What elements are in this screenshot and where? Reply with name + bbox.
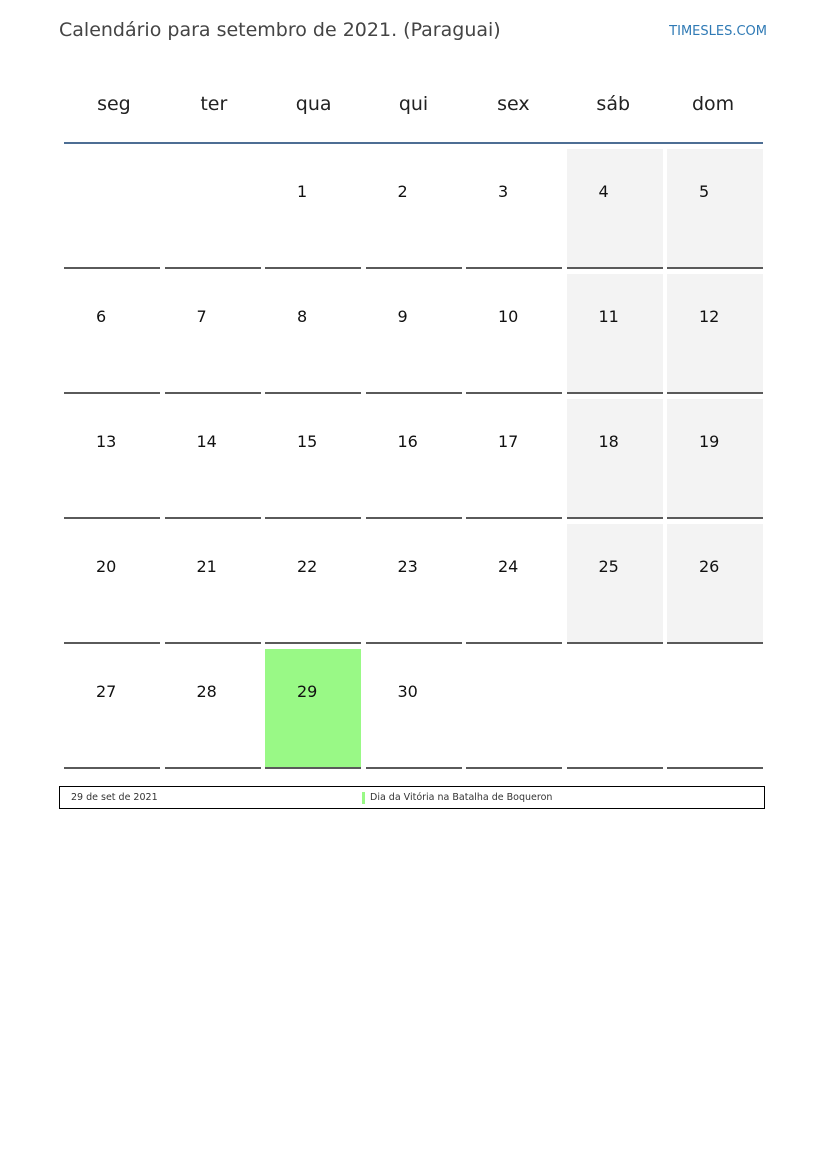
day-cell[interactable]: [366, 274, 462, 394]
day-cell[interactable]: [466, 274, 562, 394]
week-row: [64, 144, 763, 269]
empty-day-cell: [165, 149, 261, 269]
brand-link[interactable]: TIMESLES.COM: [669, 24, 767, 39]
day-number: 1: [297, 182, 308, 201]
day-cell[interactable]: [64, 524, 160, 644]
day-cell[interactable]: [667, 524, 763, 644]
day-cell[interactable]: [165, 649, 261, 769]
weeks-container: [64, 144, 763, 769]
day-number: 4: [598, 182, 609, 201]
day-number: 30: [397, 682, 418, 701]
day-number: 25: [598, 557, 619, 576]
day-number: 26: [699, 557, 720, 576]
day-number: 18: [598, 432, 619, 451]
legend-date: 29 de set de 2021: [71, 792, 158, 803]
day-number: 2: [397, 182, 408, 201]
day-cell[interactable]: [165, 399, 261, 519]
day-number: 10: [498, 307, 519, 326]
day-number: 9: [397, 307, 408, 326]
weekday-label: dom: [691, 93, 735, 115]
holiday-legend: [59, 786, 765, 809]
week-row: [64, 269, 763, 394]
day-number: 21: [196, 557, 217, 576]
day-cell[interactable]: [366, 649, 462, 769]
day-number: 5: [699, 182, 710, 201]
day-number: 17: [498, 432, 519, 451]
day-cell[interactable]: [165, 524, 261, 644]
day-cell[interactable]: [667, 149, 763, 269]
weekday-label: ter: [200, 93, 228, 115]
day-number: 19: [699, 432, 720, 451]
weekday-label: qui: [398, 93, 429, 115]
day-cell[interactable]: [64, 649, 160, 769]
page-title: Calendário para setembro de 2021. (Paraguai): [59, 19, 501, 41]
day-number: 20: [96, 557, 117, 576]
day-cell[interactable]: [366, 399, 462, 519]
day-number: 23: [397, 557, 418, 576]
day-cell[interactable]: [265, 524, 361, 644]
day-number: 29: [297, 682, 318, 701]
day-number: 24: [498, 557, 519, 576]
day-cell[interactable]: [466, 524, 562, 644]
day-number: 15: [297, 432, 318, 451]
day-cell[interactable]: [265, 649, 361, 769]
day-cell[interactable]: [466, 149, 562, 269]
day-cell[interactable]: [366, 524, 462, 644]
day-cell[interactable]: [64, 274, 160, 394]
calendar-grid: [64, 70, 763, 769]
day-cell[interactable]: [466, 399, 562, 519]
weekday-label: qua: [295, 93, 332, 115]
day-cell[interactable]: [265, 399, 361, 519]
day-cell[interactable]: [567, 524, 663, 644]
weekday-label: sex: [497, 93, 530, 115]
weekday-header: [64, 70, 763, 144]
day-number: 22: [297, 557, 318, 576]
day-cell[interactable]: [165, 274, 261, 394]
week-row: [64, 519, 763, 644]
day-number: 16: [397, 432, 418, 451]
day-cell[interactable]: [265, 149, 361, 269]
legend-holiday-name: Dia da Vitória na Batalha de Boqueron: [370, 792, 553, 803]
day-number: 6: [96, 307, 107, 326]
day-number: 28: [196, 682, 217, 701]
day-number: 13: [96, 432, 117, 451]
day-number: 8: [297, 307, 308, 326]
empty-day-cell: [466, 649, 562, 769]
day-number: 27: [96, 682, 117, 701]
day-cell[interactable]: [265, 274, 361, 394]
day-cell[interactable]: [366, 149, 462, 269]
day-number: 12: [699, 307, 720, 326]
day-number: 11: [598, 307, 619, 326]
empty-day-cell: [667, 649, 763, 769]
day-cell[interactable]: [567, 149, 663, 269]
legend-color-marker: [362, 792, 365, 804]
empty-day-cell: [64, 149, 160, 269]
day-cell[interactable]: [667, 274, 763, 394]
day-cell[interactable]: [567, 399, 663, 519]
day-number: 14: [196, 432, 217, 451]
week-row: [64, 644, 763, 769]
day-cell[interactable]: [567, 274, 663, 394]
weekday-label: seg: [97, 93, 131, 115]
day-number: 7: [196, 307, 207, 326]
empty-day-cell: [567, 649, 663, 769]
day-cell[interactable]: [667, 399, 763, 519]
week-row: [64, 394, 763, 519]
weekday-label: sáb: [596, 93, 631, 115]
day-cell[interactable]: [64, 399, 160, 519]
day-number: 3: [498, 182, 509, 201]
